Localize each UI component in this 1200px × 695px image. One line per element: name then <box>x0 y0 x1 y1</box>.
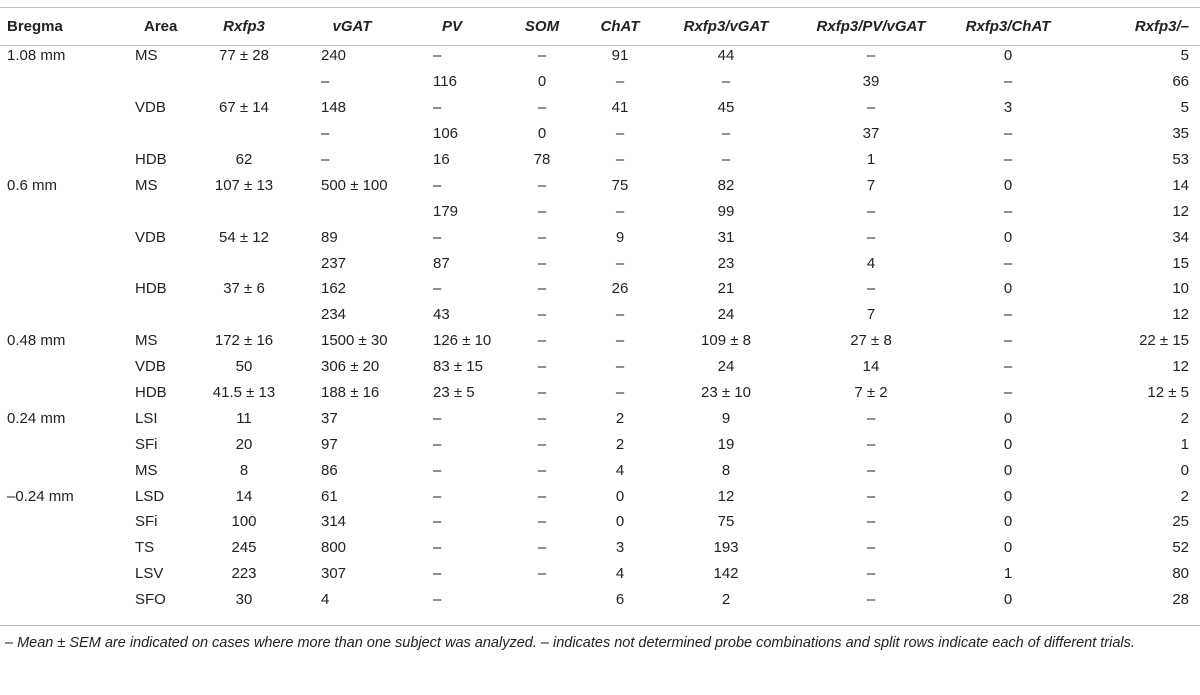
cell-vgat: 234 <box>321 306 347 324</box>
cell-rxfp3-vgat: 2 <box>721 591 731 609</box>
cell-som: – <box>537 176 547 194</box>
cell-area: VDB <box>135 358 166 376</box>
cell-rxfp3-none: 52 <box>1172 539 1189 557</box>
cell-rxfp3-none: 12 <box>1172 306 1189 324</box>
cell-rxfp3-pv-vgat: – <box>866 487 876 505</box>
cell-vgat: – <box>321 73 330 91</box>
cell-bregma <box>0 276 104 302</box>
cell-chat: – <box>615 73 625 91</box>
cell-pv: 126 ± 10 <box>433 332 492 350</box>
cell-rxfp3-chat: 0 <box>1003 228 1013 246</box>
cell-bregma <box>0 95 104 121</box>
cell-chat: – <box>615 358 625 376</box>
cell-rxfp3: 107 ± 13 <box>214 176 274 194</box>
cell-rxfp3-chat: – <box>1003 202 1013 220</box>
table-row <box>0 380 1200 406</box>
cell-rxfp3-vgat: – <box>721 151 731 168</box>
cell-rxfp3-none: 15 <box>1172 254 1189 272</box>
cell-pv: – <box>433 280 442 298</box>
cell-rxfp3 <box>190 250 298 276</box>
table-row <box>0 457 1200 483</box>
cell-som: – <box>537 435 547 453</box>
cell-rxfp3: 41.5 ± 13 <box>212 384 276 402</box>
cell-bregma <box>0 250 104 276</box>
cell-rxfp3-vgat: 24 <box>717 306 735 324</box>
cell-rxfp3-vgat: 23 ± 10 <box>701 384 751 402</box>
cell-rxfp3-none: 2 <box>1180 487 1189 505</box>
cell-chat: 91 <box>611 47 629 65</box>
cell-rxfp3-pv-vgat: 4 <box>866 254 876 272</box>
cell-rxfp3: 100 <box>231 513 257 531</box>
table-row <box>0 147 1200 173</box>
cell-rxfp3-chat: – <box>1003 306 1013 324</box>
cell-rxfp3: 67 ± 14 <box>219 99 269 117</box>
table-row <box>0 121 1200 147</box>
cell-rxfp3: 20 <box>235 435 253 453</box>
cell-area: MS <box>135 461 158 479</box>
data-table <box>0 10 1200 613</box>
cell-chat: 75 <box>611 176 629 194</box>
cell-rxfp3-none: 35 <box>1172 125 1189 143</box>
cell-rxfp3-pv-vgat: – <box>866 47 876 65</box>
table-row <box>0 95 1200 121</box>
cell-rxfp3: 77 ± 28 <box>219 47 269 65</box>
table-row <box>0 302 1200 328</box>
cell-chat: – <box>615 125 625 143</box>
col-header-rxfp3: Rxfp3 <box>223 18 265 35</box>
header-row <box>0 10 1200 43</box>
cell-bregma <box>0 354 104 380</box>
cell-rxfp3-none: 80 <box>1172 565 1189 583</box>
cell-rxfp3-vgat: 23 <box>717 254 735 272</box>
cell-vgat: 237 <box>321 254 347 272</box>
cell-rxfp3: 62 <box>235 151 253 168</box>
cell-rxfp3-vgat: 9 <box>721 409 731 427</box>
cell-som: – <box>537 47 547 65</box>
cell-vgat: 500 ± 100 <box>321 176 388 194</box>
cell-rxfp3-pv-vgat: – <box>866 591 876 609</box>
cell-rxfp3-chat: – <box>1003 254 1013 272</box>
cell-pv: – <box>433 99 442 117</box>
cell-som: – <box>537 228 547 246</box>
cell-rxfp3-none: 2 <box>1180 409 1189 427</box>
cell-bregma <box>0 587 104 613</box>
cell-rxfp3-vgat: 99 <box>717 202 735 220</box>
cell-rxfp3: 54 ± 12 <box>219 228 269 246</box>
cell-pv: – <box>433 228 442 246</box>
cell-rxfp3 <box>190 302 298 328</box>
cell-rxfp3-chat: 0 <box>1003 487 1013 505</box>
cell-bregma <box>0 302 104 328</box>
cell-som: 78 <box>533 151 551 168</box>
cell-rxfp3-vgat: 75 <box>717 513 735 531</box>
cell-rxfp3-chat: – <box>1003 332 1013 350</box>
cell-rxfp3-chat: – <box>1003 384 1013 402</box>
cell-rxfp3-chat: 0 <box>1003 409 1013 427</box>
cell-rxfp3-none: 10 <box>1172 280 1189 298</box>
cell-pv: – <box>433 539 442 557</box>
cell-rxfp3-pv-vgat: 7 ± 2 <box>854 384 888 402</box>
cell-pv: 179 <box>433 202 459 220</box>
table-row <box>0 509 1200 535</box>
cell-pv: 116 <box>433 73 457 91</box>
cell-rxfp3: 37 ± 6 <box>223 280 265 298</box>
cell-area: HDB <box>135 280 167 298</box>
cell-bregma <box>0 224 104 250</box>
table-row <box>0 224 1200 250</box>
cell-pv: – <box>433 47 442 65</box>
cell-pv: – <box>433 513 442 531</box>
cell-som: – <box>537 254 547 272</box>
cell-area: LSD <box>135 487 165 505</box>
cell-rxfp3-pv-vgat: 7 <box>866 176 876 194</box>
cell-chat: 0 <box>615 487 625 505</box>
cell-chat: – <box>615 254 625 272</box>
cell-bregma <box>0 69 104 95</box>
cell-rxfp3-pv-vgat: – <box>866 202 876 220</box>
cell-rxfp3-chat: 0 <box>1003 280 1013 298</box>
cell-bregma <box>0 380 104 406</box>
cell-rxfp3-chat: 0 <box>1003 461 1013 479</box>
col-header-rxfp3-chat: Rxfp3/ChAT <box>965 18 1051 35</box>
cell-vgat: 86 <box>321 461 338 479</box>
table-row <box>0 431 1200 457</box>
cell-rxfp3-none: 12 ± 5 <box>1147 384 1189 402</box>
cell-rxfp3-pv-vgat: – <box>866 461 876 479</box>
col-header-chat: ChAT <box>600 18 640 35</box>
cell-rxfp3-vgat: 21 <box>717 280 735 298</box>
cell-area: MS <box>135 176 158 194</box>
cell-rxfp3-vgat: 12 <box>717 487 735 505</box>
cell-chat: – <box>615 384 625 402</box>
cell-chat: 6 <box>615 591 625 609</box>
cell-vgat: 314 <box>321 513 347 531</box>
cell-rxfp3-chat: 0 <box>1003 513 1013 531</box>
cell-som: – <box>537 280 547 298</box>
cell-vgat: 307 <box>321 565 347 583</box>
cell-pv: – <box>433 461 442 479</box>
cell-rxfp3-none: 1 <box>1180 435 1189 453</box>
cell-bregma <box>0 457 104 483</box>
cell-area: HDB <box>135 151 167 168</box>
cell-rxfp3-chat: – <box>1003 125 1013 143</box>
cell-rxfp3-vgat: 45 <box>717 99 735 117</box>
cell-chat: – <box>615 202 625 220</box>
cell-rxfp3-pv-vgat: 14 <box>862 358 880 376</box>
cell-rxfp3-chat: – <box>1003 73 1013 91</box>
cell-vgat: 89 <box>321 228 338 246</box>
cell-rxfp3-pv-vgat: – <box>866 409 876 427</box>
cell-som: 0 <box>537 73 547 91</box>
cell-pv: – <box>433 591 442 609</box>
cell-chat: 2 <box>615 435 625 453</box>
col-header-bregma: Bregma <box>7 18 63 35</box>
cell-som: – <box>537 539 547 557</box>
table-row <box>0 561 1200 587</box>
col-header-rxfp3-pv-vgat: Rxfp3/PV/vGAT <box>816 18 926 35</box>
cell-rxfp3-vgat: 31 <box>717 228 735 246</box>
cell-chat: 2 <box>615 409 625 427</box>
cell-area: SFi <box>135 513 158 531</box>
cell-area <box>104 302 190 328</box>
cell-area <box>104 198 190 224</box>
cell-chat: 41 <box>611 99 629 117</box>
cell-area <box>104 69 190 95</box>
cell-chat: – <box>615 306 625 324</box>
cell-rxfp3-vgat: 8 <box>721 461 731 479</box>
cell-chat: 26 <box>611 280 629 298</box>
cell-bregma: –0.24 mm <box>7 487 74 505</box>
cell-rxfp3-none: 28 <box>1172 591 1189 609</box>
table-row <box>0 587 1200 613</box>
table-row <box>0 250 1200 276</box>
cell-som: – <box>537 99 547 117</box>
cell-rxfp3-none: 22 ± 15 <box>1139 332 1189 350</box>
cell-bregma <box>0 147 104 173</box>
cell-area: LSV <box>135 565 164 583</box>
cell-som: – <box>537 565 547 583</box>
cell-bregma <box>0 561 104 587</box>
cell-bregma <box>0 198 104 224</box>
cell-rxfp3-pv-vgat: – <box>866 565 876 583</box>
cell-rxfp3 <box>190 198 298 224</box>
cell-vgat: – <box>321 125 330 143</box>
cell-som: 0 <box>537 125 547 143</box>
cell-bregma <box>0 121 104 147</box>
cell-rxfp3: 8 <box>239 461 249 479</box>
cell-rxfp3-pv-vgat: 27 ± 8 <box>850 332 892 350</box>
cell-rxfp3-pv-vgat: 37 <box>862 125 880 143</box>
cell-vgat: 97 <box>321 435 338 453</box>
table-row <box>0 198 1200 224</box>
col-header-som: SOM <box>524 18 560 35</box>
cell-area: SFi <box>135 435 158 453</box>
cell-bregma <box>0 431 104 457</box>
cell-pv: – <box>433 565 442 583</box>
cell-chat: 9 <box>615 228 625 246</box>
cell-som: – <box>537 202 547 220</box>
cell-bregma: 0.48 mm <box>7 332 66 350</box>
table-body <box>0 43 1200 613</box>
cell-som: – <box>537 358 547 376</box>
col-header-pv: PV <box>441 18 462 35</box>
cell-area <box>104 121 190 147</box>
cell-rxfp3-none: 5 <box>1180 47 1189 65</box>
cell-rxfp3-chat: 1 <box>1003 565 1013 583</box>
cell-pv: – <box>433 487 442 505</box>
cell-rxfp3-vgat: 193 <box>713 539 739 557</box>
cell-rxfp3-vgat: 19 <box>717 435 735 453</box>
cell-vgat: 1500 ± 30 <box>321 332 388 350</box>
cell-area: VDB <box>135 228 166 246</box>
col-header-rxfp3-vgat: Rxfp3/vGAT <box>683 18 769 35</box>
table-row <box>0 69 1200 95</box>
cell-area: MS <box>135 47 158 65</box>
cell-rxfp3-chat: 0 <box>1003 47 1013 65</box>
cell-vgat: 240 <box>321 47 347 65</box>
cell-vgat: 37 <box>321 409 338 427</box>
col-header-rxfp3-none: Rxfp3/– <box>1134 18 1189 35</box>
cell-chat: – <box>615 332 625 350</box>
bottom-rule <box>0 625 1200 626</box>
cell-rxfp3-pv-vgat: – <box>866 228 876 246</box>
cell-rxfp3-vgat: 109 ± 8 <box>701 332 751 350</box>
table-row <box>0 328 1200 354</box>
cell-rxfp3-none: 12 <box>1172 358 1189 376</box>
cell-rxfp3-none: 53 <box>1172 151 1189 168</box>
cell-vgat: 306 ± 20 <box>321 358 380 376</box>
cell-area: HDB <box>135 384 167 402</box>
cell-rxfp3-vgat: 142 <box>713 565 739 583</box>
cell-rxfp3-vgat: 24 <box>717 358 735 376</box>
table-footnote: – Mean ± SEM are indicated on cases where more than one subject was analyzed. – indicates not determined probe combinations and split rows indicate each of different trials. <box>5 635 1135 651</box>
cell-pv: – <box>433 176 442 194</box>
cell-pv: 83 ± 15 <box>433 358 483 376</box>
cell-rxfp3: 223 <box>231 565 257 583</box>
cell-area: VDB <box>135 99 166 117</box>
cell-som: – <box>537 461 547 479</box>
cell-rxfp3-pv-vgat: – <box>866 435 876 453</box>
cell-rxfp3-chat: – <box>1003 358 1013 376</box>
cell-som: – <box>537 409 547 427</box>
cell-rxfp3-chat: – <box>1003 151 1013 168</box>
cell-rxfp3-chat: 0 <box>1003 591 1013 609</box>
cell-rxfp3-none: 66 <box>1172 73 1189 91</box>
cell-rxfp3-chat: 0 <box>1003 176 1013 194</box>
cell-som: – <box>537 384 547 402</box>
cell-chat: – <box>615 151 625 168</box>
cell-bregma <box>0 509 104 535</box>
col-header-vgat: vGAT <box>332 18 372 35</box>
cell-pv: – <box>433 409 442 427</box>
cell-bregma: 0.24 mm <box>7 409 66 427</box>
cell-vgat: 162 <box>321 280 347 298</box>
cell-vgat: – <box>321 151 330 168</box>
cell-som: – <box>537 513 547 531</box>
cell-rxfp3-pv-vgat: – <box>866 280 876 298</box>
cell-bregma: 1.08 mm <box>7 47 66 65</box>
cell-chat: 4 <box>615 565 625 583</box>
cell-rxfp3-vgat: – <box>721 73 731 91</box>
cell-rxfp3: 14 <box>235 487 253 505</box>
cell-pv: 23 ± 5 <box>433 384 475 402</box>
cell-rxfp3-vgat: 82 <box>717 176 735 194</box>
cell-rxfp3-none: 12 <box>1172 202 1189 220</box>
cell-rxfp3 <box>190 69 298 95</box>
cell-vgat <box>298 198 406 224</box>
cell-bregma: 0.6 mm <box>7 176 58 194</box>
cell-som: – <box>537 487 547 505</box>
cell-rxfp3-vgat: – <box>721 125 731 143</box>
cell-rxfp3-pv-vgat: 1 <box>866 151 876 168</box>
table-row <box>0 172 1200 198</box>
cell-som <box>498 587 586 613</box>
cell-pv: 106 <box>433 125 459 143</box>
col-header-area: Area <box>144 18 178 35</box>
cell-vgat: 148 <box>321 99 347 117</box>
cell-vgat: 800 <box>321 539 347 557</box>
table-row <box>0 276 1200 302</box>
cell-rxfp3-chat: 3 <box>1003 99 1013 117</box>
table-row <box>0 43 1200 69</box>
cell-vgat: 61 <box>321 487 338 505</box>
cell-area: MS <box>135 332 158 350</box>
table-row <box>0 405 1200 431</box>
cell-rxfp3-none: 14 <box>1172 176 1189 194</box>
cell-rxfp3-none: 25 <box>1172 513 1189 531</box>
cell-rxfp3: 172 ± 16 <box>214 332 274 350</box>
top-rule <box>0 7 1200 8</box>
cell-chat: 0 <box>615 513 625 531</box>
cell-rxfp3: 11 <box>236 409 252 427</box>
cell-rxfp3-none: 34 <box>1172 228 1189 246</box>
cell-rxfp3-pv-vgat: – <box>866 539 876 557</box>
cell-rxfp3-pv-vgat: 7 <box>866 306 876 324</box>
cell-pv: 43 <box>433 306 450 324</box>
cell-rxfp3: 245 <box>231 539 257 557</box>
cell-rxfp3-vgat: 44 <box>717 47 735 65</box>
cell-rxfp3-none: 5 <box>1180 99 1189 117</box>
cell-area: TS <box>135 539 155 557</box>
cell-pv: 16 <box>433 151 450 168</box>
cell-rxfp3: 50 <box>235 358 253 376</box>
cell-area: SFO <box>135 591 166 609</box>
cell-bregma <box>0 535 104 561</box>
cell-rxfp3 <box>190 121 298 147</box>
table-row <box>0 354 1200 380</box>
cell-vgat: 188 ± 16 <box>321 384 380 402</box>
cell-vgat: 4 <box>321 591 330 609</box>
cell-som: – <box>537 306 547 324</box>
cell-som: – <box>537 332 547 350</box>
cell-rxfp3-pv-vgat: – <box>866 99 876 117</box>
cell-chat: 3 <box>615 539 625 557</box>
cell-rxfp3: 30 <box>235 591 253 609</box>
cell-rxfp3-none: 0 <box>1180 461 1189 479</box>
cell-chat: 4 <box>615 461 625 479</box>
cell-rxfp3-pv-vgat: – <box>866 513 876 531</box>
cell-area: LSI <box>135 409 158 427</box>
cell-pv: – <box>433 435 442 453</box>
table-row <box>0 535 1200 561</box>
table-row <box>0 483 1200 509</box>
cell-pv: 87 <box>433 254 450 272</box>
cell-area <box>104 250 190 276</box>
cell-rxfp3-pv-vgat: 39 <box>862 73 880 91</box>
cell-rxfp3-chat: 0 <box>1003 435 1013 453</box>
cell-rxfp3-chat: 0 <box>1003 539 1013 557</box>
